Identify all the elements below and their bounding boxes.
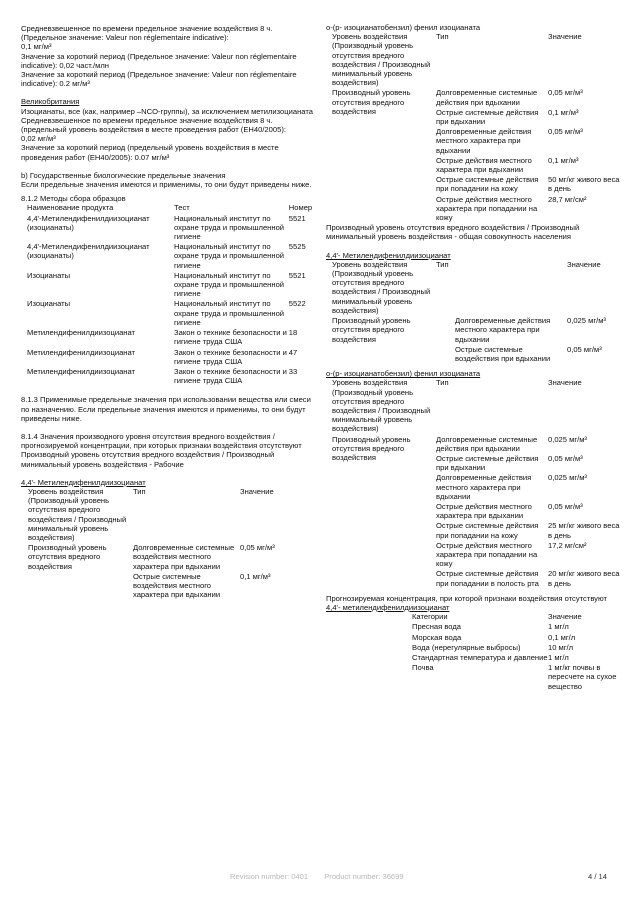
value-cell: 0,05 мг/м³ xyxy=(548,88,583,98)
value-cell: 17,2 мг/см² xyxy=(548,540,587,550)
section-heading: b) Государственные биологические предельные значения xyxy=(21,170,226,180)
value-cell: 0,05 мг/м³ xyxy=(240,543,275,553)
table-header-row xyxy=(21,203,319,213)
table-row xyxy=(326,653,622,663)
test-cell: Национальный институт по охране труда и промышленной гигиене xyxy=(174,270,285,299)
number-cell: 47 xyxy=(288,347,298,357)
header-cell: Номер xyxy=(288,203,313,213)
value-cell: 0,1 мг/м³ xyxy=(548,107,579,117)
product-cell: Изоцианаты xyxy=(27,299,71,309)
table-header-row xyxy=(326,32,622,88)
type-cell: Долговременные системные действия при вдыхании xyxy=(436,88,538,107)
table-row xyxy=(326,622,622,632)
category-cell: Почва xyxy=(412,663,434,673)
substance-heading: 4,4'- Метилендифенилдиизоцианат xyxy=(21,477,146,487)
header-cell: Значение xyxy=(240,486,274,496)
methods-table xyxy=(21,203,319,386)
type-cell: Острые системные воздействия при вдыхании xyxy=(455,344,551,363)
value-cell: 0,05 мг/м³ xyxy=(567,344,602,354)
category-cell: Стандартная температура и давление xyxy=(412,653,548,662)
type-cell: Острые действия местного характера при попадании на кожу xyxy=(436,540,538,569)
header-cell: Тест xyxy=(174,203,190,213)
table-row xyxy=(21,242,319,271)
header-cell: Уровень воздействия (Производный уровень отсутствия вредного воздействия / Производный минимальный уровень воздействия) xyxy=(332,259,431,315)
limit-value: 0,1 мг/м³ xyxy=(21,42,52,52)
type-cell: Долговременные системные действия при вдыхании xyxy=(436,434,538,453)
type-cell: Острые действия местного характера при вдыхании xyxy=(436,155,532,175)
table-row xyxy=(326,435,622,454)
table-header-row xyxy=(326,260,622,316)
group-cell: Производный уровень отсутствия вредного воздействия xyxy=(332,316,411,344)
limit-text: Значение за короткий период (Предельное значение: Valeur non réglementaire indicative): 0,02 част./млн xyxy=(21,51,297,70)
group-cell: Производный уровень отсутствия вредного воздействия xyxy=(332,434,411,462)
header-cell: Значение xyxy=(548,32,582,42)
section-text: Если предельные значения имеются и применимы, то они будут приведены ниже. xyxy=(21,180,312,190)
group-cell: Производный уровень отсутствия вредного воздействия xyxy=(332,88,411,116)
category-cell: Морская вода xyxy=(412,632,462,642)
table-row xyxy=(326,643,622,653)
table-row xyxy=(326,88,622,107)
type-cell: Острые системные действия при попадании на кожу xyxy=(436,521,539,540)
test-cell: Закон о технике безопасности и гигиене труда США xyxy=(174,366,287,386)
type-cell: Острые системные действия при попадании в полость рта xyxy=(436,569,539,588)
test-cell: Национальный институт по охране труда и промышленной гигиене xyxy=(174,213,285,242)
number-cell: 5521 xyxy=(288,270,306,280)
substance-heading: о-(р- изоцианатобензил) фенил изоцианата xyxy=(326,23,481,32)
type-cell: Долговременные действия местного характера при вдыхании xyxy=(436,127,532,155)
header-cell: Наименование продукта xyxy=(27,203,114,213)
table-row xyxy=(21,299,319,328)
value-cell: 0,1 мг/м³ xyxy=(240,571,271,581)
value-cell: 1 мг/л xyxy=(548,653,569,662)
type-cell: Острые системные действия при вдыхании xyxy=(436,453,539,473)
test-cell: Национальный институт по охране труда и промышленной гигиене xyxy=(174,242,285,270)
table-row xyxy=(326,316,622,345)
value-cell: 0,025 мг/м³ xyxy=(548,473,587,483)
value-cell: 1 мг/кг почвы в пересчете на сухое вещество xyxy=(548,663,617,691)
product-cell: Метилендифенилдиизоцианат xyxy=(27,366,136,376)
table-row xyxy=(21,328,319,347)
type-cell: Острые системные действия при попадании на кожу xyxy=(436,175,539,194)
type-cell: Острые действия местного характера при вдыхании xyxy=(436,501,532,521)
number-cell: 5521 xyxy=(288,213,306,223)
dnel-population-table xyxy=(326,260,622,364)
table-row xyxy=(326,663,622,692)
type-cell: Острые системные воздействия местного характера при вдыхании xyxy=(133,571,221,600)
category-cell: Пресная вода xyxy=(412,622,461,632)
type-cell: Долговременные системные воздействия местного характера при вдыхании xyxy=(133,543,235,571)
table-row xyxy=(21,543,319,572)
header-cell: Значение xyxy=(548,612,582,622)
limit-text: Значение за короткий период (Предельное значение: Valeur non réglementaire indicative): 0.2 мг/м³ xyxy=(21,70,297,89)
header-cell: Тип xyxy=(436,378,449,388)
page-footer xyxy=(230,872,630,881)
country-heading: Великобритания xyxy=(21,97,80,107)
product-cell: Метилендифенилдиизоцианат xyxy=(27,347,136,357)
product-number: Product number: 36699 xyxy=(324,872,404,881)
pnec-table xyxy=(326,612,622,692)
left-column xyxy=(21,24,319,600)
product-cell: 4,4'-Метилендифенилдиизоцианат (изоцианаты) xyxy=(27,213,150,232)
test-cell: Закон о технике безопасности и гигиене труда США xyxy=(174,347,287,366)
header-cell: Значение xyxy=(567,259,601,269)
type-cell: Долговременные действия местного характера при вдыхании xyxy=(436,473,532,501)
header-cell: Тип xyxy=(436,32,449,42)
header-cell: Категории xyxy=(412,612,448,622)
limit-text: Средневзвешенное по времени предельное значение воздействия 8 ч. (Предельное значение: Valeur non réglementaire indicative): xyxy=(21,24,273,43)
header-cell: Уровень воздействия (Производный уровень отсутствия вредного воздействия / Производный минимальный уровень воздействия) xyxy=(332,32,431,88)
group-cell: Производный уровень отсутствия вредного воздействия xyxy=(28,543,107,571)
substance-heading: о-(р- изоцианатобензил) фенил изоцианата xyxy=(326,369,481,379)
value-cell: 0,05 мг/м³ xyxy=(548,501,583,511)
value-cell: 0,05 мг/м³ xyxy=(548,127,583,137)
table-header-row xyxy=(21,487,319,543)
type-cell: Острые системные действия при вдыхании xyxy=(436,107,539,127)
section-text: 8.1.3 Применимые предельные значения при использовании вещества или смеси по назначению. Если предельные значения имеются и применимы, то они будут приведены ниже. xyxy=(21,395,311,423)
section-text: 8.1.4 Значения производного уровня отсутствия вредного воздействия / прогнозируемой концентрации, при которых признаки воздействия отсутствуют xyxy=(21,431,302,451)
section-subheading: Производный уровень отсутствия вредного воздействия / Производный минимальный уровень воздействия - общая совокупность населения xyxy=(326,223,580,242)
number-cell: 5525 xyxy=(288,242,306,252)
header-cell: Уровень воздействия (Производный уровень отсутствия вредного воздействия / Производный минимальный уровень воздействия) xyxy=(332,378,431,434)
product-cell: 4,4'-Метилендифенилдиизоцианат (изоцианаты) xyxy=(27,242,150,261)
table-row xyxy=(21,367,319,386)
value-cell: 0,05 мг/м³ xyxy=(548,453,583,463)
number-cell: 5522 xyxy=(288,299,306,309)
type-cell: Долговременные действия местного характера при вдыхании xyxy=(455,316,551,344)
table-header-row xyxy=(326,378,622,434)
header-cell: Тип xyxy=(436,259,449,269)
value-cell: 0,1 мг/л xyxy=(548,632,576,642)
value-cell: 20 мг/кг живого веса в день xyxy=(548,569,620,588)
limit-text: Изоцианаты, все (как, например –NCO-группы), за исключением метилизоцианата xyxy=(21,106,313,116)
value-cell: 28,7 мг/см² xyxy=(548,194,587,204)
type-cell: Острые действия местного характера при попадании на кожу xyxy=(436,194,538,223)
product-cell: Метилендифенилдиизоцианат xyxy=(27,328,136,338)
table-row xyxy=(21,271,319,300)
header-cell: Значение xyxy=(548,378,582,388)
test-cell: Закон о технике безопасности и гигиене труда США xyxy=(174,328,287,347)
revision-number: Revision number: 0401 xyxy=(230,872,309,881)
section-subheading: Производный уровень отсутствия вредного воздействия / Производный минимальный уровень воздействия - Рабочие xyxy=(21,450,275,469)
dnel-workers-table xyxy=(326,32,622,223)
value-cell: 1 мг/л xyxy=(548,622,569,632)
table-row xyxy=(21,214,319,243)
header-cell: Уровень воздействия (Производный уровень отсутствия вредного воздействия / Производный минимальный уровень воздействия) xyxy=(28,486,127,542)
table-header-row xyxy=(326,612,622,622)
number-cell: 18 xyxy=(288,328,298,338)
right-column xyxy=(326,23,622,692)
section-subheading: Прогнозируемая концентрация, при которой признаки воздействия отсутствуют xyxy=(326,593,607,603)
value-cell: 0,1 мг/м³ xyxy=(548,155,579,165)
value-cell: 0,025 мг/м³ xyxy=(548,434,587,444)
header-cell: Тип xyxy=(133,486,146,496)
page-number: 4 / 14 xyxy=(588,872,607,881)
value-cell: 25 мг/кг живого веса в день xyxy=(548,521,620,540)
substance-heading: 4,4'- Метилендифенилдиизоцианат xyxy=(326,250,451,260)
dnel-population-table xyxy=(326,378,622,588)
limit-value: 0,02 мг/м³ xyxy=(21,134,56,144)
test-cell: Национальный институт по охране труда и промышленной гигиене xyxy=(174,299,285,327)
value-cell: 10 мг/л xyxy=(548,642,574,652)
category-cell: Вода (нерегулярные выбросы) xyxy=(412,642,521,652)
value-cell: 0,025 мг/м³ xyxy=(567,316,606,326)
limit-text: Значение за короткий период (предельный уровень воздействия в месте проведения работ (EH40/2005): 0.07 мг/м³ xyxy=(21,143,279,162)
table-row xyxy=(21,348,319,367)
value-cell: 50 мг/кг живого веса в день xyxy=(548,175,620,194)
substance-heading: 4,4'- метилендифенилдиизоцианат xyxy=(326,602,450,612)
dnel-workers-table xyxy=(21,487,319,600)
section-heading: 8.1.2 Методы сбора образцов xyxy=(21,194,126,204)
table-row xyxy=(326,633,622,643)
number-cell: 33 xyxy=(288,366,298,376)
limit-text: Средневзвешенное по времени предельное значение воздействия 8 ч. (предельный уровень воздействия в месте проведения работ (EH40/2005): xyxy=(21,115,286,135)
product-cell: Изоцианаты xyxy=(27,270,71,280)
